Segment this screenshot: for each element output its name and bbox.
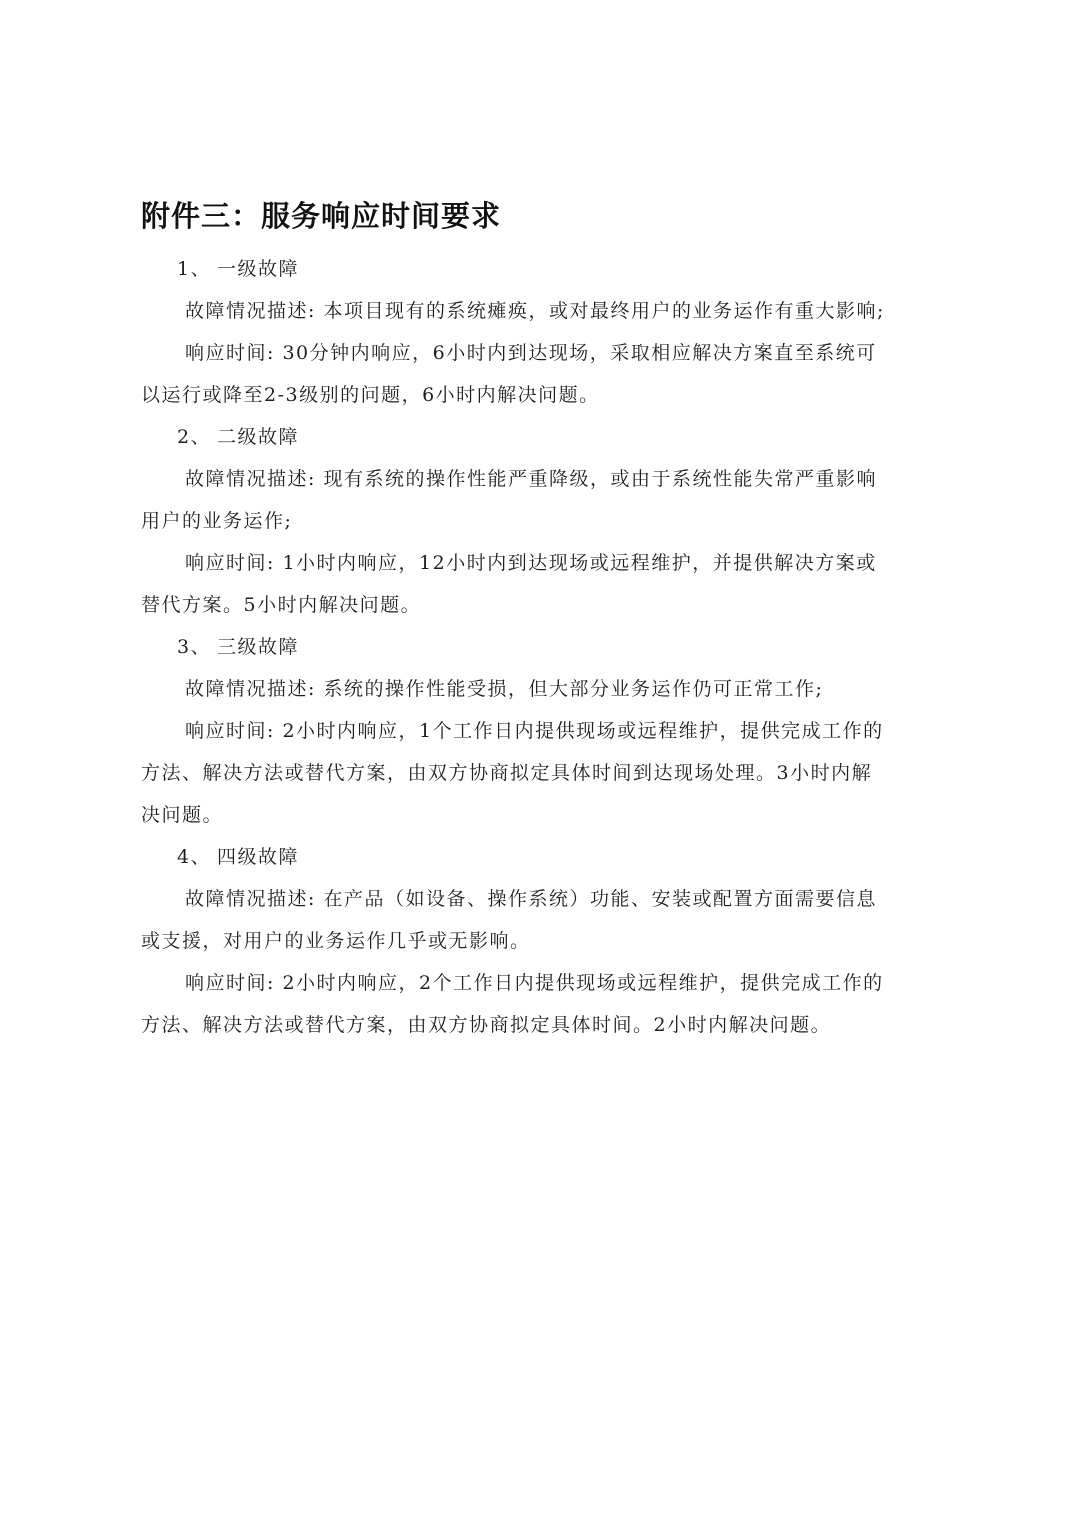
section-heading: [141, 634, 921, 660]
section-number: 3、: [177, 636, 212, 658]
response-time-cont: 决问题。: [141, 804, 224, 826]
fault-description: 故障情况描述: 现有系统的操作性能严重降级，或由于系统性能失常严重影响: [185, 468, 877, 490]
response-time: 响应时间: 1小时内响应，12小时内到达现场或远程维护，并提供解决方案或: [185, 552, 877, 574]
section-level-1: [141, 256, 921, 408]
section-heading: [141, 844, 921, 870]
response-time-cont: 以运行或降至2-3级别的问题，6小时内解决问题。: [141, 384, 600, 406]
section-heading-text: 三级故障: [217, 636, 300, 658]
section-number: 1、: [177, 258, 212, 280]
section-level-3: [141, 634, 921, 828]
document-body: [141, 256, 921, 1054]
response-time: 响应时间: 2小时内响应，1个工作日内提供现场或远程维护，提供完成工作的: [185, 720, 884, 742]
response-time-cont: 替代方案。5小时内解决问题。: [141, 594, 422, 616]
section-heading-text: 二级故障: [217, 426, 300, 448]
fault-description: 故障情况描述: 系统的操作性能受损，但大部分业务运作仍可正常工作;: [185, 678, 824, 700]
fault-description-cont: 或支援，对用户的业务运作几乎或无影响。: [141, 930, 531, 952]
section-number: 2、: [177, 426, 212, 448]
section-heading-text: 四级故障: [217, 846, 300, 868]
section-heading: [141, 424, 921, 450]
response-time-cont: 方法、解决方法或替代方案，由双方协商拟定具体时间。2小时内解决问题。: [141, 1014, 832, 1036]
response-time-cont: 方法、解决方法或替代方案，由双方协商拟定具体时间到达现场处理。3小时内解: [141, 762, 873, 784]
fault-description: 故障情况描述: 本项目现有的系统瘫痪，或对最终用户的业务运作有重大影响;: [185, 300, 885, 322]
response-time: 响应时间: 2小时内响应，2个工作日内提供现场或远程维护，提供完成工作的: [185, 972, 884, 994]
document-title: 附件三：服务响应时间要求: [141, 199, 502, 233]
section-level-4: [141, 844, 921, 1038]
fault-description: 故障情况描述: 在产品（如设备、操作系统）功能、安装或配置方面需要信息: [185, 888, 877, 910]
section-heading: [141, 256, 921, 282]
response-time: 响应时间: 30分钟内响应，6小时内到达现场，采取相应解决方案直至系统可: [185, 342, 877, 364]
section-heading-text: 一级故障: [217, 258, 300, 280]
fault-description-cont: 用户的业务运作;: [141, 510, 293, 532]
section-level-2: [141, 424, 921, 618]
section-number: 4、: [177, 846, 212, 868]
